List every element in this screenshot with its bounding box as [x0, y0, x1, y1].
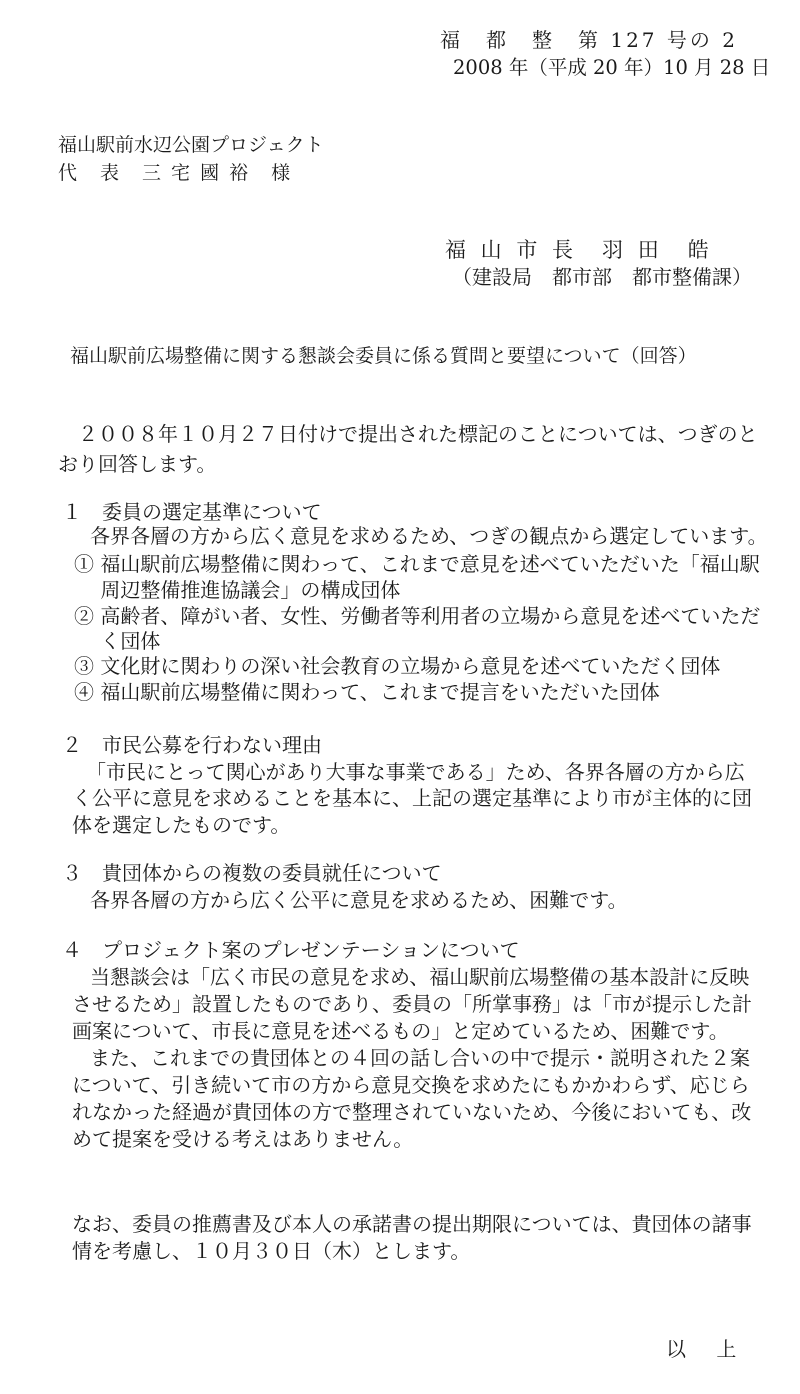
recipient-organization: 福山駅前水辺公園プロジェクト	[58, 134, 324, 156]
section-2-heading: ２ 市民公募を行わない理由	[62, 733, 322, 757]
section-4-body-line: 画案について、市長に意見を述べるもの」と定めているため、困難です。	[72, 1019, 729, 1043]
section-4-body-line: させるため」設置したものであり、委員の「所掌事務」は「市が提示した計	[72, 992, 752, 1016]
document-number: 福 都 整 第 127 号の 2	[440, 28, 738, 52]
section-3-body-line: 各界各層の方から広く公平に意見を求めるため、困難です。	[90, 888, 628, 912]
section-4-body-line: れなかった経過が貴団体の方で整理されていないため、今後においても、改	[72, 1100, 752, 1124]
section-2-body-line: く公平に意見を求めることを基本に、上記の選定基準により市が主体的に団	[72, 786, 752, 810]
section-1-item: 周辺整備推進協議会」の構成団体	[74, 578, 401, 602]
letter-subject: 福山駅前広場整備に関する懇談会委員に係る質問と要望について（回答）	[70, 345, 697, 367]
recipient-name: 代 表 三 宅 國 裕 様	[58, 162, 293, 184]
section-4-heading: ４ プロジェクト案のプレゼンテーションについて	[62, 938, 520, 962]
note-line: なお、委員の推薦書及び本人の承諾書の提出期限については、貴団体の諸事	[72, 1212, 752, 1236]
note-line: 情を考慮し、１０月３０日（木）とします。	[72, 1239, 471, 1263]
document-date: 2008 年（平成 20 年）10 月 28 日	[453, 56, 771, 79]
section-1-heading: １ 委員の選定基準について	[62, 500, 322, 524]
section-1-item: ② 高齢者、障がい者、女性、労働者等利用者の立場から意見を述べていただ	[74, 604, 761, 628]
section-1-lead: 各界各層の方から広く意見を求めるため、つぎの観点から選定しています。	[90, 524, 768, 548]
section-2-body-line: 「市民にとって関心があり大事な事業である」ため、各界各層の方から広	[86, 760, 745, 784]
section-2-body-line: 体を選定したものです。	[72, 813, 291, 837]
section-4-body-line: また、これまでの貴団体との４回の話し合いの中で提示・説明された２案	[90, 1046, 750, 1070]
section-4-body-line: めて提案を受ける考えはありません。	[72, 1127, 414, 1151]
closing-mark: 以 上	[666, 1337, 749, 1361]
sender-department: （建設局 都市部 都市整備課）	[452, 265, 752, 289]
section-3-heading: ３ 貴団体からの複数の委員就任について	[62, 861, 442, 885]
section-1-item: ④ 福山駅前広場整備に関わって、これまで提言をいただいた団体	[74, 680, 660, 704]
sender-name: 福 山 市 長 羽 田 皓	[445, 238, 713, 262]
section-4-body-line: について、引き続いて市の方から意見交換を求めたにもかかわらず、応じら	[72, 1073, 750, 1097]
section-1-item: ③ 文化財に関わりの深い社会教育の立場から意見を述べていただく団体	[74, 654, 721, 678]
intro-line: おり回答します。	[58, 452, 217, 476]
section-1-item: く団体	[74, 629, 161, 653]
section-4-body-line: 当懇談会は「広く市民の意見を求め、福山駅前広場整備の基本設計に反映	[90, 965, 750, 989]
section-1-item: ① 福山駅前広場整備に関わって、これまで意見を述べていただいた「福山駅	[74, 552, 760, 576]
intro-line: ２００８年１０月２７日付けで提出された標記のことについては、つぎのと	[58, 422, 758, 446]
